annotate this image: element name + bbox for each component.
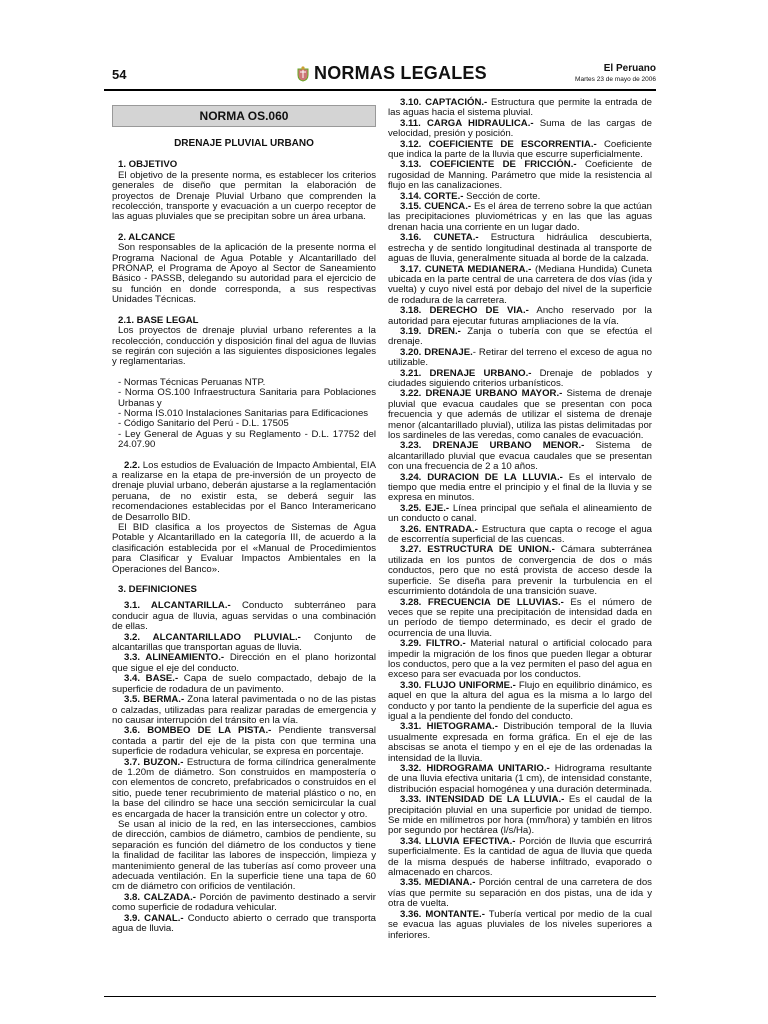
definition-text: Dirección en el plano horizontal que sigue el eje del conducto. — [112, 652, 376, 674]
paragraph: El objetivo de la presente norma, es establecer los criterios generales de diseño que permitan la elaboración de proyectos de Drenaje Pluvial Urbano que comprenden la recolección, transporte y evacuación a un cuerpo receptor de las aguas pluviales que se precipitan sobre un área urbana. — [112, 169, 376, 223]
definition-item — [388, 525, 652, 546]
definition-item — [388, 764, 652, 795]
definition-item — [388, 795, 652, 837]
definition-text: Es el número de veces que se repite una precipitación de intensidad dada en un período de tiempo determinado, es decir el grado de ocurrencia de una lluvia. — [388, 596, 652, 639]
definition-term: 3.23. DRENAJE URBANO MENOR.- — [400, 440, 585, 452]
definition-term: 3.1. ALCANTARILLA.- — [124, 600, 231, 612]
definition-item — [388, 504, 652, 525]
definition-term: 3.9. CANAL.- — [124, 912, 184, 924]
definition-text: Sistema de alcantarillado pluvial que evacua caudales que se presentan con una frecuencia de 2 a 10 años. — [388, 440, 652, 473]
definition-text: Conducto abierto o cerrado que transporta agua de lluvia. — [112, 912, 376, 935]
definition-term: 3.3. ALINEAMIENTO.- — [124, 652, 225, 664]
definition-text: Coeficiente que indica la parte de la lluvia que escurre superficialmente. — [388, 138, 653, 161]
definition-term: 3.16. CUNETA.- — [400, 232, 479, 244]
definition-term: 3.12. COEFICIENTE DE ESCORRENTIA.- — [400, 138, 597, 150]
definition-term: 3.24. DURACION DE LA LLUVIA.- — [400, 471, 563, 483]
definition-text: Capa de suelo compactado, debajo de la superficie de rodadura de un pavimento. — [112, 673, 377, 695]
norm-title: NORMA OS.060 — [199, 108, 289, 123]
definition-term: 3.32. HIDROGRAMA UNITARIO.- — [400, 763, 550, 774]
definition-term: 3.29. FILTRO.- — [400, 638, 466, 650]
definition-term: 3.8. CALZADA.- — [124, 891, 196, 903]
section-heading: 2. ALCANCE — [118, 231, 176, 243]
section-name: NORMAS LEGALES — [314, 63, 487, 83]
definition-text: Estructura que capta o recoge el agua de escorrentía superficial de las cuencas. — [388, 523, 653, 546]
paragraph: Los proyectos de drenaje pluvial urbano referentes a la recolección, conducción y disposición final del agua de lluvias se regirán con sujeción a las siguientes disposiciones legales y reglamentarias. — [112, 325, 376, 368]
paragraph: Se usan al inicio de la red, en las intersecciones, cambios de dirección, cambios de diámetro, cambios de pendiente, su separación es función del diámetro de los conductos y tiene la finalidad de facilitar las labores de inspección, limpieza y mantenimiento general de las tuberías así como proveer una adecuada ventilación. En la superficie tiene una tapa de 60 cm de diámetro con orificios de ventilación. — [112, 818, 376, 893]
definition-text: - Retirar del terreno el exceso de agua no utilizable. — [388, 346, 653, 369]
paragraph — [112, 461, 376, 523]
definition-term: 3.13. COEFICIENTE DE FRICCIÓN.- — [400, 159, 577, 171]
footer-rule — [104, 996, 656, 997]
definition-item — [388, 722, 652, 764]
page-number: 54 — [112, 67, 127, 82]
definition-item — [112, 674, 376, 695]
definition-term: 3.5. BERMA.- — [124, 694, 185, 706]
definition-term: 3.4. BASE.- — [124, 673, 179, 685]
legal-list-item: - Código Sanitario del Perú - D.L. 17505 — [118, 418, 289, 430]
definition-term: 3.2. ALCANTARILLADO PLUVIAL.- — [124, 631, 301, 643]
definition-text: Zanja o tubería con que se efectúa el drenaje. — [388, 325, 652, 348]
definition-item — [388, 202, 652, 233]
definition-text: Es el caudal de la precipitación pluvial en una superficie por unidad de tiempo. Se mide en milímetros por hora (mm/hora) y también en litros por segundo por hectárea (l/s/Ha). — [388, 794, 652, 837]
definition-item — [388, 348, 652, 369]
definition-term: 3.18. DERECHO DE VIA.- — [400, 305, 529, 317]
definition-item — [388, 681, 652, 723]
definition-text: Hidrograma resultante de una lluvia efectiva unitaria (1 cm), de intensidad constante, distribución espacial homogénea y una duración determinada. — [388, 763, 652, 795]
definition-term: 3.10. CAPTACIÓN.- — [400, 97, 488, 108]
header-title — [296, 63, 487, 84]
definition-item — [112, 633, 376, 654]
section-heading: 2.1. BASE LEGAL — [118, 314, 199, 326]
publication-name: El Peruano — [603, 63, 656, 74]
definition-term: 3.21. DRENAJE URBANO.- — [400, 367, 532, 379]
definition-text: Tubería vertical por medio de la cual se evacua las aguas pluviales de los niveles superiores a inferiores. — [388, 908, 652, 941]
definition-item — [388, 473, 652, 504]
definition-item — [112, 726, 376, 757]
definition-term: 3.28. FRECUENCIA DE LLUVIAS.- — [400, 596, 564, 608]
legal-list-item: - Norma IS.010 Instalaciones Sanitarias para Edificaciones — [118, 407, 369, 419]
definition-item — [388, 140, 652, 161]
definition-text: Zona lateral pavimentada o no de las pistas o calzadas, utilizadas para realizar paradas de emergencia y no causar interrupción del tránsito en la vía. — [112, 694, 376, 726]
legal-list-item: - Normas Técnicas Peruanas NTP. — [118, 376, 266, 388]
definition-item — [388, 233, 652, 264]
definition-item — [112, 601, 376, 632]
norm-title-box — [112, 105, 376, 127]
definition-text: Porción de lluvia que escurrirá superficialmente. Es la cantidad de agua de lluvia que queda de la misma después de haberse infiltrado, evaporado o almacenado en charcos. — [388, 835, 652, 879]
definition-text: Flujo en equilibrio dinámico, es aquel en que la altura del agua es la misma a lo largo del conducto y por tanto la pendiente de la superficie del agua es igual a la pendiente del fondo del conducto. — [388, 679, 653, 722]
definition-term: 3.20. DRENAJE. — [400, 346, 473, 358]
definition-item — [388, 545, 652, 597]
definition-term: 3.26. ENTRADA.- — [400, 523, 479, 535]
definition-text: Pendiente transversal contada a partir del eje de la pista con que termina una superficie de rodadura vehicular, se expresa en porcentaje. — [112, 725, 376, 758]
definition-term: 3.34. LLUVIA EFECTIVA.- — [400, 835, 516, 847]
definition-text: Conducto subterráneo para conducir agua de lluvia, aguas servidas o una combinación de ellas. — [112, 600, 376, 633]
definition-term: 3.30. FLUJO UNIFORME.- — [400, 679, 516, 691]
definition-text: Distribución temporal de la lluvia usualmente expresada en forma gráfica. En el eje de las abscisas se anota el tiempo y en el eje de las ordenadas la intensidad de la lluvia. — [388, 721, 652, 764]
definition-term: 3.14. CORTE.- — [400, 190, 464, 202]
definition-item — [388, 837, 652, 879]
coat-of-arms-icon — [296, 66, 310, 82]
definition-term: 3.17. CUNETA MEDIANERA.- — [400, 263, 532, 275]
definition-item — [388, 910, 652, 941]
definition-text: Es el intervalo de tiempo que media entre el principio y el final de la lluvia y se expresa en minutos. — [388, 471, 652, 504]
definition-term: 3.7. BUZON.- — [124, 756, 184, 768]
definition-text: Conjunto de alcantarillas que transportan aguas de lluvia. — [112, 631, 376, 654]
definition-item — [388, 160, 652, 191]
definition-text: Cámara subterránea utilizada en los puntos de convergencia de dos o más conductos, pero que no está provista de acceso desde la superficie. Se diseña para prevenir la turbulencia en el escurrimiento dotándola de una transición suave. — [388, 544, 652, 598]
definition-term: 3.35. MEDIANA.- — [400, 877, 476, 889]
definition-item — [112, 758, 376, 820]
definition-item — [388, 265, 652, 307]
definition-item — [112, 695, 376, 726]
definition-item — [388, 327, 652, 348]
definition-text: Es el área de terreno sobre la que actúan las precipitaciones pluviométricas y en las que las aguas drenan hacia una corriente en un lugar dado. — [388, 201, 652, 233]
paragraph-number: 2.2. — [124, 459, 141, 471]
definition-text: Material natural o artificial colocado para impedir la migración de los finos que pueden llegar a obturar los conductos, pero que a la vez permiten el paso del agua en exceso para ser evacuada por los conductos. — [388, 638, 653, 681]
definition-item — [388, 878, 652, 909]
definition-item — [388, 389, 652, 441]
left-column — [112, 98, 376, 934]
definition-term: 3.25. EJE.- — [400, 502, 450, 514]
definition-item — [388, 598, 652, 640]
definition-item — [112, 914, 376, 935]
definition-text: Estructura de forma cilíndrica generalmente de 1.20m de diámetro. Son construidos en mampostería o con elementos de concreto, prefabricados o construidos en el sitio, puede tener recubrimiento de material plástico o no, en la base del cilindro se hace una sección semicircular la cual es encargada de hacer la transición entre un colector y otro. — [112, 756, 376, 820]
definition-text: Línea principal que señala el alineamiento de un conducto o canal. — [388, 502, 653, 525]
definition-text: Drenaje de poblados y ciudades siguiendo criterios urbanísticos. — [388, 367, 653, 389]
definition-item — [112, 893, 376, 914]
definition-term: 3.6. BOMBEO DE LA PISTA.- — [124, 725, 272, 737]
definition-text: Sistema de drenaje pluvial que evacua caudales que se presentan con poca frecuencia y que además de utilizar el sistema de drenaje menor (alcantarillado pluvial), utiliza las pistas delimitadas por los sardineles de las veredas, como canales de evacuación. — [388, 388, 652, 441]
definition-text: Coeficiente de rugosidad de Manning. Parámetro que mide la resistencia al flujo en las canalizaciones. — [388, 159, 653, 192]
definition-term: 3.31. HIETOGRAMA.- — [400, 721, 498, 733]
definition-item — [388, 441, 652, 472]
definition-item — [388, 98, 652, 119]
section-heading: 3. DEFINICIONES — [118, 584, 197, 596]
definition-item — [388, 119, 652, 140]
definition-term: 3.19. DREN.- — [400, 325, 461, 337]
definition-term: 3.22. DRENAJE URBANO MAYOR.- — [400, 388, 563, 400]
definition-term: 3.27. ESTRUCTURA DE UNION.- — [400, 544, 555, 556]
definition-text: Porción central de una carretera de dos vías que permite su separación en dos pistas, una de ida y otra de vuelta. — [388, 877, 652, 910]
document-title: DRENAJE PLUVIAL URBANO — [174, 138, 314, 149]
legal-list-item: - Norma OS.100 Infraestructura Sanitaria para Poblaciones Urbanas y — [118, 387, 376, 409]
definition-text: (Mediana Hundida) Cuneta ubicada en la parte central de una carretera de dos vías (ida y vuelta) y cuyo nivel está por debajo del nivel de la superficie de rodadura de la carretera. — [388, 263, 652, 306]
definition-text: Estructura que permite la entrada de las aguas hacia el sistema pluvial. — [388, 97, 652, 119]
paragraph: Son responsables de la aplicación de la presente norma el Programa Nacional de Agua Potable y Alcantarillado del PRONAP, el Programa de Apoyo al Sector de Saneamiento Básico - PASSB, delegando su autoridad para el ejercicio de su función en donde corresponda, a sus respectivas Unidades Técnicas. — [112, 242, 376, 306]
right-column — [388, 98, 652, 941]
definition-term: 3.36. MONTANTE.- — [400, 908, 485, 920]
legal-list-item: - Ley General de Aguas y su Reglamento - D.L. 17752 del 24.07.90 — [118, 428, 376, 451]
definition-term: 3.11. CARGA HIDRAULICA.- — [400, 117, 534, 129]
publication-date: Martes 23 de mayo de 2006 — [575, 76, 656, 83]
definition-item — [112, 653, 376, 674]
definition-item — [388, 639, 652, 681]
definition-item — [388, 306, 652, 327]
definition-item — [388, 369, 652, 390]
definition-text: Porción de pavimento destinado a servir como superficie de rodadura vehicular. — [112, 891, 377, 914]
definition-text: Ancho reservado por la autoridad para ejecutar futuras ampliaciones de la vía. — [388, 305, 652, 327]
definition-term: 3.33. INTENSIDAD DE LA LLUVIA.- — [400, 794, 565, 806]
definition-text: Sección de corte. — [463, 190, 541, 202]
definition-term: 3.15. CUENCA.- — [400, 201, 472, 213]
paragraph-text: Los estudios de Evaluación de Impacto Ambiental, EIA a realizarse en la etapa de pre-inversión de un proyecto de drenaje pluvial urbano, deberán ajustarse a la reglamentación peruana, de no existir esta, se deberá seguir las recomendaciones establecidas por el Banco Interamericano de Desarrollo BID. — [112, 459, 376, 523]
header-rule — [104, 89, 656, 91]
section-heading: 1. OBJETIVO — [118, 159, 178, 171]
definition-text: Suma de las cargas de velocidad, presión y posición. — [388, 117, 652, 140]
paragraph: El BID clasifica a los proyectos de Sistemas de Agua Potable y Alcantarillado en la categoría III, de acuerdo a la clasificación establecida por el «Manual de Procedimientos para Clasificar y Evaluar Impactos Ambientales en la Operaciones del Banco». — [112, 522, 376, 575]
definition-text: Estructura hidráulica descubierta, estrecha y de sentido longitudinal destinada al transporte de aguas de lluvia, generalmente situada al borde de la calzada. — [388, 232, 653, 265]
